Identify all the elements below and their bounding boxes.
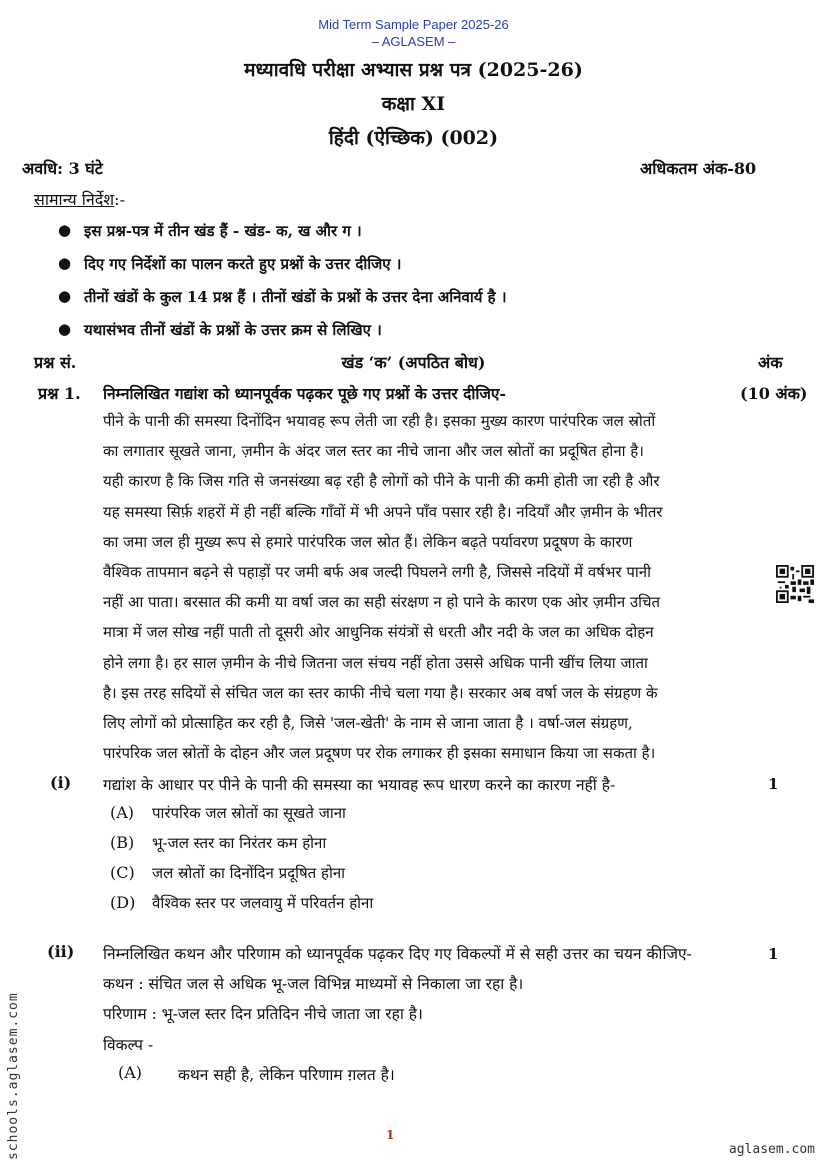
qr-code-icon[interactable] [776,565,814,603]
passage-line: यही कारण है कि जिस गति से जनसंख्या बढ़ रही है लोगों को पीने के पानी की कमी होती जा रही है और [103,472,660,491]
option-text: कथन सही है, लेकिन परिणाम ग़लत है। [178,1066,395,1084]
class-title: कक्षा XI [381,93,446,115]
header-brand[interactable]: – AGLASEM – [371,34,456,49]
result: परिणाम : भू-जल स्तर दिन प्रतिदिन नीचे जाता जा रहा है। [103,1005,423,1023]
subject-title: हिंदी (ऐच्छिक) (002) [328,127,499,149]
max-marks: अधिकतम अंक-80 [640,159,757,178]
q1-marks: (10 अंक) [740,384,808,403]
q1-instruction: निम्नलिखित गद्यांश को ध्यानपूर्वक पढ़कर पूछे गए प्रश्नों के उत्तर दीजिए- [103,384,506,403]
sub-i-question: गद्यांश के आधार पर पीने के पानी की समस्या का भयावह रूप धारण करने का कारण नहीं है- [103,776,616,794]
instructions-heading-suffix: :- [114,190,125,209]
instruction-item: यथासंभव तीनों खंडों के प्रश्नों के उत्तर क्रम से लिखिए । [84,321,382,339]
sub-ii-question: निम्नलिखित कथन और परिणाम को ध्यानपूर्वक पढ़कर दिए गए विकल्पों में से सही उत्तर का चयन कीजिए- [103,945,692,963]
passage-line: वैश्विक तापमान बढ़ने से पहाड़ों पर जमी बर्फ अब जल्दी पिघलने लगी है, जिससे नदियों में वर्षभर पानी [103,562,651,581]
duration: अवधि: 3 घंटे [22,159,103,178]
instruction-item: इस प्रश्न-पत्र में तीन खंड हैं - खंड- क, ख और ग । [84,222,362,240]
q1-label: प्रश्न 1. [38,384,81,403]
sub-ii-marks: 1 [768,945,779,963]
footer-site-link[interactable]: aglasem.com [728,1142,815,1157]
exam-title: मध्यावधि परीक्षा अभ्यास प्रश्न पत्र (2025-26) [244,59,583,81]
q1-passage [103,406,723,768]
option-label: (C) [110,863,135,882]
passage-line: मात्रा में जल सोख नहीं पाती तो दूसरी ओर आधुनिक संयंत्रों से धरती और नदी के जल का अधिक दोहन [103,623,654,642]
option-text: भू-जल स्तर का निरंतर कम होना [152,834,327,852]
bullet-icon: ● [58,287,72,305]
side-watermark-link[interactable]: schools.aglasem.com [6,992,21,1160]
options-label: विकल्प - [103,1036,154,1054]
bullet-icon: ● [58,254,72,272]
option-text: पारंपरिक जल स्रोतों का सूखते जाना [152,804,346,822]
passage-line: है। इस तरह सदियों से संचित जल का स्तर काफी नीचे चला गया है। सरकार अब वर्षा जल के संग्रहण के [103,683,658,702]
sub-ii-label: (ii) [47,942,75,961]
passage-line: पीने के पानी की समस्या दिनोंदिन भयावह रूप लेती जा रही है। इसका मुख्य कारण पारंपरिक जल स्रोतों [103,412,656,430]
passage-line: का जमा जल ही मुख्य रूप से हमारे पारंपरिक जल स्रोत हैं। लेकिन बढ़ते पर्यावरण प्रदूषण के कारण [103,532,633,551]
col-head-qno: प्रश्न सं. [34,353,77,372]
passage-line: नहीं आ पाता। बरसात की कमी या वर्षा जल का सही संरक्षण न हो पाने के कारण एक ओर ज़मीन उचित [103,593,661,612]
bullet-icon: ● [58,221,72,239]
passage-line: का लगातार सूखते जाना, ज़मीन के अंदर जल स्तर का नीचे जाना और जल स्रोतों का प्रदूषित होना है। [103,442,644,461]
passage-line: यह समस्या सिर्फ़ शहरों में ही नहीं बल्कि गाँवों में भी अपने पाँव पसार रही है। नदियाँ और ज़मीन के भीतर [103,502,663,521]
sub-i-label: (i) [50,773,72,792]
instructions-heading-text: सामान्य निर्देश [34,190,115,209]
passage-line: पारंपरिक जल स्रोतों के दोहन और जल प्रदूषण पर रोक लगाकर ही इसका समाधान किया जा सकता है। [103,744,656,763]
statement: कथन : संचित जल से अधिक भू-जल विभिन्न माध्यमों से निकाला जा रहा है। [103,975,524,993]
instruction-item: तीनों खंडों के कुल 14 प्रश्न हैं । तीनों खंडों के प्रश्नों के उत्तर देना अनिवार्य है । [84,288,507,306]
page-number: 1 [386,1128,395,1142]
sub-i-marks: 1 [768,775,779,793]
header-title[interactable]: Mid Term Sample Paper 2025-26 [318,17,509,32]
option-text: वैश्विक स्तर पर जलवायु में परिवर्तन होना [152,894,374,912]
col-head-section: खंड ‘क’ (अपठित बोध) [341,353,486,372]
bullet-icon: ● [58,320,72,338]
instruction-item: दिए गए निर्देशों का पालन करते हुए प्रश्नों के उत्तर दीजिए । [84,255,402,273]
option-label: (A) [118,1063,143,1082]
option-label: (D) [110,893,136,912]
col-head-marks: अंक [758,353,783,372]
option-text: जल स्रोतों का दिनोंदिन प्रदूषित होना [152,864,346,882]
option-label: (A) [110,803,135,822]
passage-line: लिए लोगों को प्रोत्साहित कर रही है, जिसे 'जल-खेती' के नाम से जाना जाता है । वर्षा-जल संग्रहण, [103,713,633,732]
instructions-heading [34,188,125,210]
passage-line: होने लगा है। हर साल ज़मीन के नीचे जितना जल संचय नहीं होता उससे अधिक पानी खींच लिया जाता [103,653,648,672]
option-label: (B) [110,833,135,852]
